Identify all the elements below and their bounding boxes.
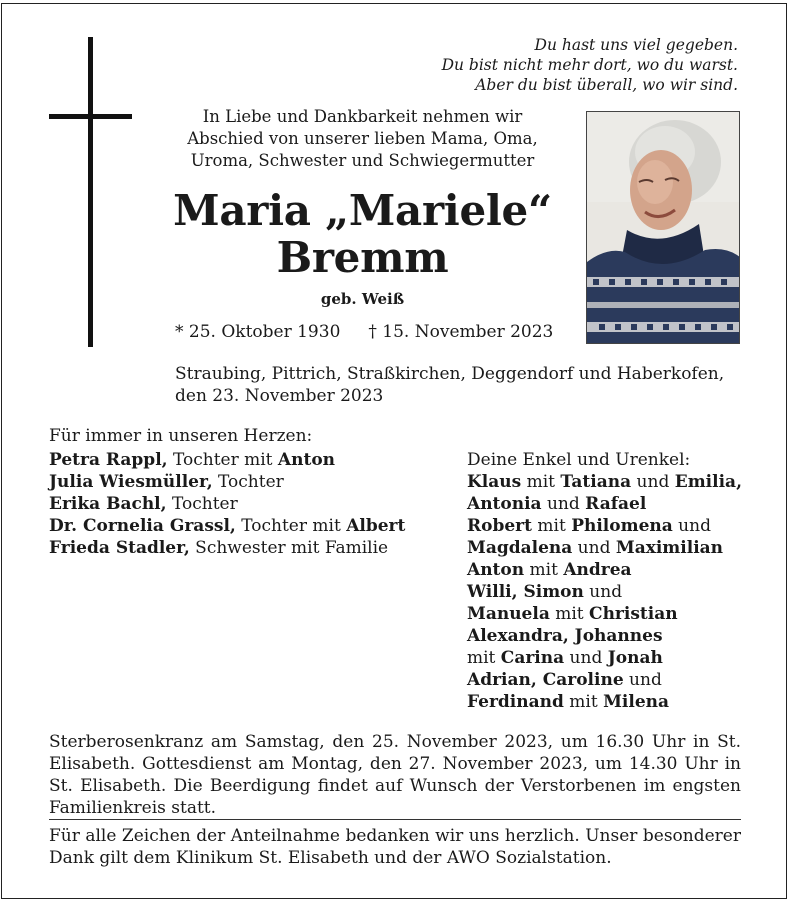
relation-text: Tochter mit (235, 516, 347, 536)
intro-text (160, 106, 565, 172)
family-row (467, 559, 757, 581)
places-line: Straubing, Pittrich, Straßkirchen, Deggendorf und Haberkofen, (175, 364, 725, 384)
family-name: Philomena (571, 516, 673, 536)
family-row (467, 449, 757, 471)
name-last: Bremm (276, 233, 449, 282)
relation-text: Deine Enkel und Urenkel: (467, 450, 691, 470)
family-row (467, 603, 757, 625)
family-name: Petra Rappl, (49, 450, 168, 470)
family-row (467, 691, 757, 713)
places-date (175, 363, 745, 407)
family-name: Alexandra, Johannes (467, 626, 663, 646)
relation-text: mit (521, 472, 561, 492)
family-row (467, 669, 757, 691)
family-name: Anton (277, 450, 336, 470)
family-row (467, 625, 757, 647)
family-name: Tatiana (560, 472, 632, 492)
death-date: † 15. November 2023 (368, 322, 554, 342)
family-name: Carina (500, 648, 565, 668)
heart-line: Für immer in unseren Herzen: (49, 426, 313, 446)
deceased-name (150, 187, 575, 281)
poem-line: Du bist nicht mehr dort, wo du warst. (441, 56, 738, 74)
birth-name: geb. Weiß (320, 290, 405, 308)
family-right-column (467, 449, 757, 713)
relation-text: und (583, 582, 623, 602)
relation-text: und (541, 494, 586, 514)
intro-line: Abschied von unserer lieben Mama, Oma, (187, 129, 538, 148)
divider (49, 819, 741, 820)
family-row (49, 537, 449, 559)
poem-line: Du hast uns viel gegeben. (534, 36, 738, 54)
service-info: Sterberosenkranz am Samstag, den 25. November 2023, um 16.30 Uhr in St. Elisabeth. Gottesdienst am Montag, den 27. November 2023, um 14.30 Uhr in St. Elisabeth. Die Beerdigung findet auf Wunsch der Verstorbenen im engsten Familienkreis statt. (49, 732, 741, 818)
relation-text: und (572, 538, 616, 558)
family-name: Anton (467, 560, 525, 580)
family-name: Andrea (563, 560, 632, 580)
relation-text: mit (563, 692, 604, 712)
relation-text: Tochter (212, 472, 284, 492)
cross-icon-bar (49, 114, 132, 119)
family-row (467, 647, 757, 669)
relation-text: Tochter (166, 494, 238, 514)
intro-line: In Liebe und Dankbarkeit nehmen wir (202, 107, 523, 126)
portrait-photo (586, 111, 740, 344)
family-name: Manuela (467, 604, 550, 624)
relation-text: und (672, 516, 711, 536)
family-name: Maximilian (615, 538, 724, 558)
family-name: Willi, Simon (467, 582, 584, 602)
family-row (467, 537, 757, 559)
family-name: Jonah (607, 648, 663, 668)
date-line: den 23. November 2023 (175, 386, 384, 406)
relation-text: Schwester mit Familie (189, 538, 389, 558)
family-name: Magdalena (467, 538, 573, 558)
relation-text: Tochter mit (167, 450, 278, 470)
family-row (467, 515, 757, 537)
cross-icon (88, 37, 93, 347)
relation-text: mit (524, 560, 564, 580)
family-left-column (49, 449, 449, 559)
family-name: Adrian, Caroline (467, 670, 624, 690)
family-row (467, 581, 757, 603)
name-first: Maria „Mariele“ (173, 186, 552, 235)
poem (400, 35, 738, 95)
family-name: Julia Wiesmüller, (49, 472, 213, 492)
relation-text: mit (467, 648, 501, 668)
family-row (467, 471, 757, 493)
relation-text: mit (549, 604, 590, 624)
relation-text: und (623, 670, 662, 690)
poem-line: Aber du bist überall, wo wir sind. (475, 76, 738, 94)
life-dates (175, 322, 575, 342)
family-name: Milena (603, 692, 670, 712)
family-row (49, 449, 449, 471)
birth-date: * 25. Oktober 1930 (175, 322, 341, 342)
family-name: Antonia (467, 494, 542, 514)
family-name: Robert (467, 516, 532, 536)
family-row (49, 471, 449, 493)
family-name: Erika Bachl, (49, 494, 167, 514)
relation-text: mit (531, 516, 572, 536)
family-name: Ferdinand (467, 692, 564, 712)
family-row (467, 493, 757, 515)
family-row (49, 493, 449, 515)
relation-text: und (564, 648, 608, 668)
family-name: Emilia, (674, 472, 742, 492)
family-row (49, 515, 449, 537)
family-name: Rafael (585, 494, 647, 514)
family-name: Christian (589, 604, 678, 624)
intro-line: Uroma, Schwester und Schwiegermutter (190, 151, 535, 170)
thanks-text: Für alle Zeichen der Anteilnahme bedanken wir uns herzlich. Unser besonderer Dank gilt dem Klinikum St. Elisabeth und der AWO Sozialstation. (49, 826, 741, 868)
family-name: Frieda Stadler, (49, 538, 190, 558)
family-name: Albert (346, 516, 406, 536)
family-name: Klaus (467, 472, 522, 492)
relation-text: und (631, 472, 675, 492)
family-name: Dr. Cornelia Grassl, (49, 516, 236, 536)
